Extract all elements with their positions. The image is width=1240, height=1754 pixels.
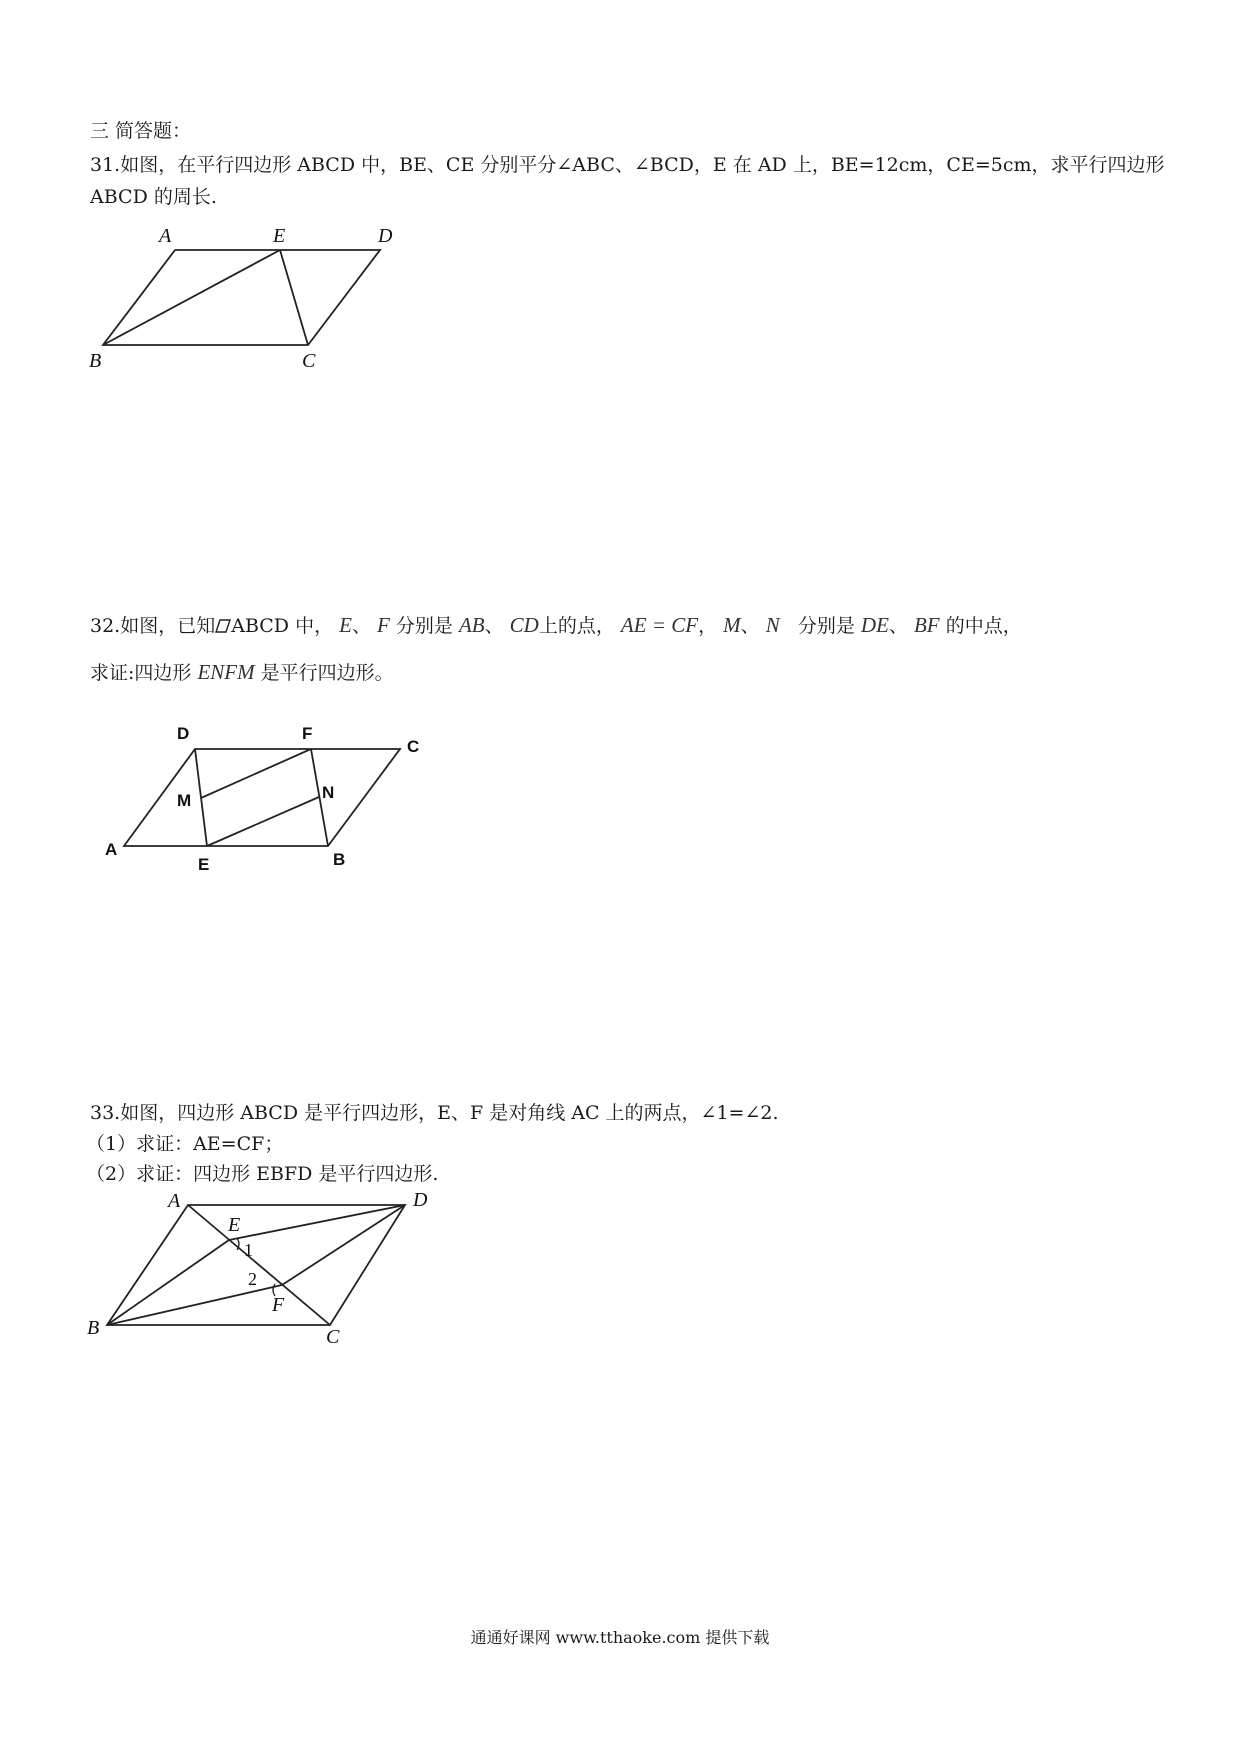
q32-math-bf: BF xyxy=(913,613,940,637)
q32-text-part: 分别是 xyxy=(395,615,453,637)
q31-segment-be xyxy=(103,250,280,345)
q32-text-part: 求证:四边形 xyxy=(90,662,192,684)
q33-label-c: C xyxy=(326,1326,340,1343)
q32-text-part: 、 xyxy=(888,615,908,637)
q32-parallelogram xyxy=(124,749,400,846)
q31-label-b: B xyxy=(89,350,102,370)
q31-label-a: A xyxy=(159,225,172,247)
q32-text-part: ， xyxy=(698,615,718,637)
q32-label-a: A xyxy=(105,840,118,859)
page-footer: 通通好课网 www.tthaoke.com 提供下载 xyxy=(470,1628,770,1647)
q32-text-part: 、 xyxy=(351,615,371,637)
q32-math-m: M xyxy=(723,613,741,637)
q31-label-d: D xyxy=(378,225,393,247)
q32-text-part: 分别是 xyxy=(797,615,855,637)
q32-label-b: B xyxy=(333,850,346,869)
q32-segment-en xyxy=(207,797,319,846)
q32-label-f: F xyxy=(302,724,313,743)
q32-segment-mf xyxy=(201,749,311,798)
q33-text-line2: （1）求证：AE=CF； xyxy=(86,1133,284,1155)
q31-label-c: C xyxy=(302,350,316,370)
q32-text-part: ABCD 中， xyxy=(231,615,334,637)
q33-label-a: A xyxy=(168,1193,181,1212)
q32-math-f: F xyxy=(377,613,390,637)
section-heading: 三 简答题： xyxy=(90,120,192,142)
q33-diagonal-ac xyxy=(188,1205,330,1325)
q33-label-d: D xyxy=(413,1193,428,1211)
q32-label-n: N xyxy=(322,783,335,802)
q32-math-n: N xyxy=(765,613,780,637)
q32-text-line1 xyxy=(90,613,1022,638)
q32-text-part: 是平行四边形。 xyxy=(260,662,394,684)
q31-segment-ce xyxy=(280,250,308,345)
q33-label-e: E xyxy=(228,1214,241,1236)
q32-math-de: DE xyxy=(860,613,889,637)
q33-figure xyxy=(85,1193,445,1343)
q32-text-part: 上的点， xyxy=(538,615,615,637)
q33-segment-be xyxy=(107,1240,229,1325)
q33-segment-bf xyxy=(107,1285,282,1325)
parallelogram-symbol-icon xyxy=(215,619,231,633)
q31-text-line2: ABCD 的周长. xyxy=(90,186,217,208)
q32-text-part: 、 xyxy=(484,615,504,637)
q33-angle-1-arc xyxy=(237,1238,239,1250)
q32-figure xyxy=(100,720,440,890)
q32-label-e: E xyxy=(198,855,210,874)
q32-text-part: 的中点， xyxy=(945,615,1022,637)
q33-label-2: 2 xyxy=(248,1269,257,1289)
q32-math-enfm: ENFM xyxy=(197,660,255,684)
q32-label-d: D xyxy=(177,724,190,743)
q31-figure xyxy=(85,222,405,370)
q32-text-part: 32.如图，已知 xyxy=(90,615,216,637)
q33-label-f: F xyxy=(272,1294,285,1316)
q31-parallelogram xyxy=(103,250,380,345)
q32-label-m: M xyxy=(177,791,192,810)
q33-text-line1: 33.如图，四边形 ABCD 是平行四边形，E、F 是对角线 AC 上的两点，∠1=∠2. xyxy=(90,1102,779,1124)
q32-text-line2 xyxy=(90,660,394,685)
q31-text-line1: 31.如图，在平行四边形 ABCD 中，BE、CE 分别平分∠ABC、∠BCD，E 在 AD 上，BE=12cm，CE=5cm，求平行四边形 xyxy=(90,154,1165,176)
q32-label-c: C xyxy=(407,737,420,756)
q32-math-cd: CD xyxy=(509,613,539,637)
q32-math-ab: AB xyxy=(458,613,485,637)
q31-label-e: E xyxy=(273,225,286,247)
q33-label-1: 1 xyxy=(244,1240,253,1260)
q33-text-line3: （2）求证：四边形 EBFD 是平行四边形. xyxy=(86,1163,439,1185)
q32-math-ae-cf: AE = CF xyxy=(620,613,699,637)
q32-math-e: E xyxy=(339,613,352,637)
q32-text-part: 、 xyxy=(740,615,760,637)
q33-parallelogram xyxy=(107,1205,405,1325)
q33-label-b: B xyxy=(87,1317,100,1339)
